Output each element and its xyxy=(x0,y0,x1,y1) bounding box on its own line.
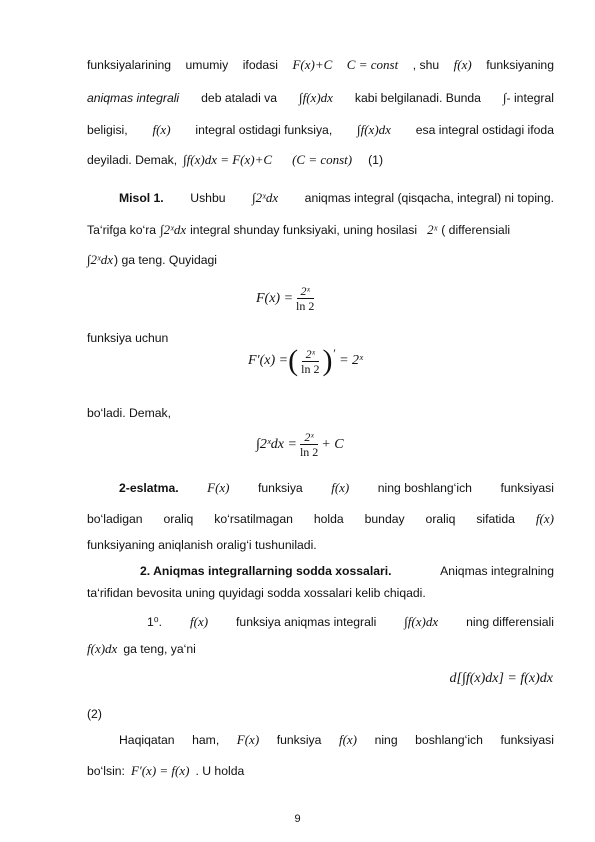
math-expression: C = const xyxy=(346,57,399,72)
prime-mark: ′ xyxy=(332,346,336,360)
text-line-8 xyxy=(87,330,554,346)
math-expression: ∫2ˣdx xyxy=(160,222,187,237)
text: umumiy xyxy=(185,58,229,72)
text: . U holda xyxy=(195,764,245,778)
math-expression: f(x) xyxy=(338,732,358,747)
math-expression: ∫f(x)dx xyxy=(404,614,439,629)
fraction-denominator: ln 2 xyxy=(301,361,320,376)
math-expression: F′(x) = f(x) xyxy=(130,763,190,778)
fraction-numerator: 2ˣ xyxy=(297,284,314,299)
text-line-14 xyxy=(87,585,554,601)
text: Haqiqatan xyxy=(119,733,175,747)
math-expression: f(x)dx xyxy=(87,641,118,656)
section-heading: 2. Aniqmas integrallarning sodda xossalari. xyxy=(140,564,392,578)
text-line-9 xyxy=(87,405,554,421)
text: Ta‘rifga ko‘ra xyxy=(87,223,157,237)
equation-number: (2) xyxy=(87,707,102,721)
formula-lhs: ∫2ˣdx = xyxy=(256,436,297,452)
bracket-right: ) xyxy=(322,344,333,377)
text-line-18 xyxy=(87,706,554,722)
text-line-2 xyxy=(87,90,554,106)
text-line-19 xyxy=(119,732,554,748)
text: oraliq xyxy=(425,512,456,526)
example-heading: Misol 1. xyxy=(119,191,164,205)
text: integral ostidagi funksiya, xyxy=(195,123,333,137)
text: ( differensiali xyxy=(441,223,511,237)
text: bo‘ladigan xyxy=(87,512,143,526)
property-number: 1⁰. xyxy=(147,615,163,629)
text: - integral xyxy=(506,91,554,105)
text: funksiyaning xyxy=(486,58,554,72)
math-expression: ∫f(x)dx xyxy=(299,90,333,105)
text: ham, xyxy=(192,733,220,747)
math-expression: f(x) xyxy=(190,614,209,629)
text: ko‘rsatilmagan xyxy=(214,512,293,526)
text: aniqmas integral (qisqacha, integral) ni toping. xyxy=(304,191,554,205)
fraction-denominator: ln 2 xyxy=(299,445,319,459)
math-expression: F(x) xyxy=(207,480,230,495)
text: funksiya uchun xyxy=(87,331,169,345)
text-line-1 xyxy=(87,57,554,73)
text: funksiya xyxy=(276,733,322,747)
text-line-10 xyxy=(119,480,554,496)
integral-symbol: ∫ xyxy=(502,90,507,105)
text: funksiya xyxy=(258,481,303,495)
text-line-7 xyxy=(87,252,554,268)
math-expression: f(x) xyxy=(152,122,171,137)
text-line-4 xyxy=(87,152,554,168)
text: beligisi, xyxy=(87,123,128,137)
math-expression: ∫2ˣdx xyxy=(252,190,279,205)
text-line-13 xyxy=(140,563,554,579)
text: Ushbu xyxy=(190,191,226,205)
text: funksiyaning aniqlanish oralig‘i tushuniladi. xyxy=(87,538,317,552)
text: ning xyxy=(374,733,398,747)
text: ta‘rifidan bevosita uning quyidagi sodda xossalari kelib chiqadi. xyxy=(87,586,426,600)
text-line-3 xyxy=(87,122,554,138)
text: integral shunday funksiyaki, uning hosilasi xyxy=(190,223,418,237)
text-line-20 xyxy=(87,763,554,779)
text-line-11 xyxy=(87,511,554,527)
text-line-5 xyxy=(119,190,554,206)
text: , shu xyxy=(412,58,440,72)
bracket-left: ( xyxy=(288,344,299,377)
math-expression: F(x) xyxy=(236,732,260,747)
formula-differential: d[∫f(x)dx] = f(x)dx xyxy=(449,671,553,686)
formula-1: ∫f(x)dx = F(x)+C xyxy=(183,152,273,167)
math-expression: ∫2ˣdx xyxy=(87,252,113,267)
fraction-numerator: 2ˣ xyxy=(300,430,317,445)
formula-derivative xyxy=(248,346,363,376)
fraction xyxy=(300,430,318,459)
formula-lhs: F(x) = xyxy=(256,290,294,306)
text: ) ga teng. Quyidagi xyxy=(114,253,217,267)
text: Aniqmas integralning xyxy=(440,564,554,578)
formula-lhs: F′(x) = xyxy=(248,353,289,368)
math-expression: f(x) xyxy=(453,57,472,72)
page-number: 9 xyxy=(294,813,301,825)
formula-2 xyxy=(450,671,553,687)
formula-rhs: = 2ˣ xyxy=(339,353,363,368)
text: sifatida xyxy=(476,512,515,526)
text: ga teng, ya‘ni xyxy=(123,642,196,656)
text-line-16 xyxy=(87,641,554,657)
term-italic: aniqmas integrali xyxy=(87,91,180,105)
math-expression: f(x) xyxy=(331,480,350,495)
formula-antiderivative xyxy=(256,284,317,313)
text: bunday xyxy=(364,512,405,526)
fraction-denominator: ln 2 xyxy=(296,299,315,313)
text-line-12 xyxy=(87,537,554,553)
text: boshlang‘ich xyxy=(415,733,483,747)
text: ning boshlang‘ich xyxy=(377,481,472,495)
text: deb ataladi va xyxy=(201,91,278,105)
text-line-15 xyxy=(147,614,554,630)
fraction-numerator: 2ˣ xyxy=(302,347,319,362)
remark-heading: 2-eslatma. xyxy=(119,481,179,495)
text: oraliq xyxy=(163,512,194,526)
text: ning differensiali xyxy=(466,615,554,629)
text: esa integral ostidagi ifoda xyxy=(415,123,554,137)
math-expression: ∫f(x)dx xyxy=(357,122,391,137)
formula-result xyxy=(256,430,344,459)
math-expression: (C = const) xyxy=(292,152,353,167)
text: funksiyalarining xyxy=(87,58,172,72)
text: bo‘lsin: xyxy=(87,764,125,778)
text: funksiyasi xyxy=(500,481,554,495)
fraction xyxy=(301,347,319,376)
formula-rhs: + C xyxy=(321,436,344,452)
text: holda xyxy=(313,512,344,526)
text: bo‘ladi. Demak, xyxy=(87,406,171,420)
math-expression: F(x)+C xyxy=(292,57,333,72)
text: kabi belgilanadi. Bunda xyxy=(354,91,481,105)
text: funksiya aniqmas integrali xyxy=(236,615,377,629)
equation-number: (1) xyxy=(368,153,384,167)
text: deyiladi. Demak, xyxy=(87,153,178,167)
fraction xyxy=(296,284,314,313)
text: ifodasi xyxy=(242,58,278,72)
math-expression: 2ˣ xyxy=(427,222,438,237)
math-expression: f(x) xyxy=(535,511,554,526)
text: funksiyasi xyxy=(500,733,554,747)
text-line-6 xyxy=(87,222,554,238)
